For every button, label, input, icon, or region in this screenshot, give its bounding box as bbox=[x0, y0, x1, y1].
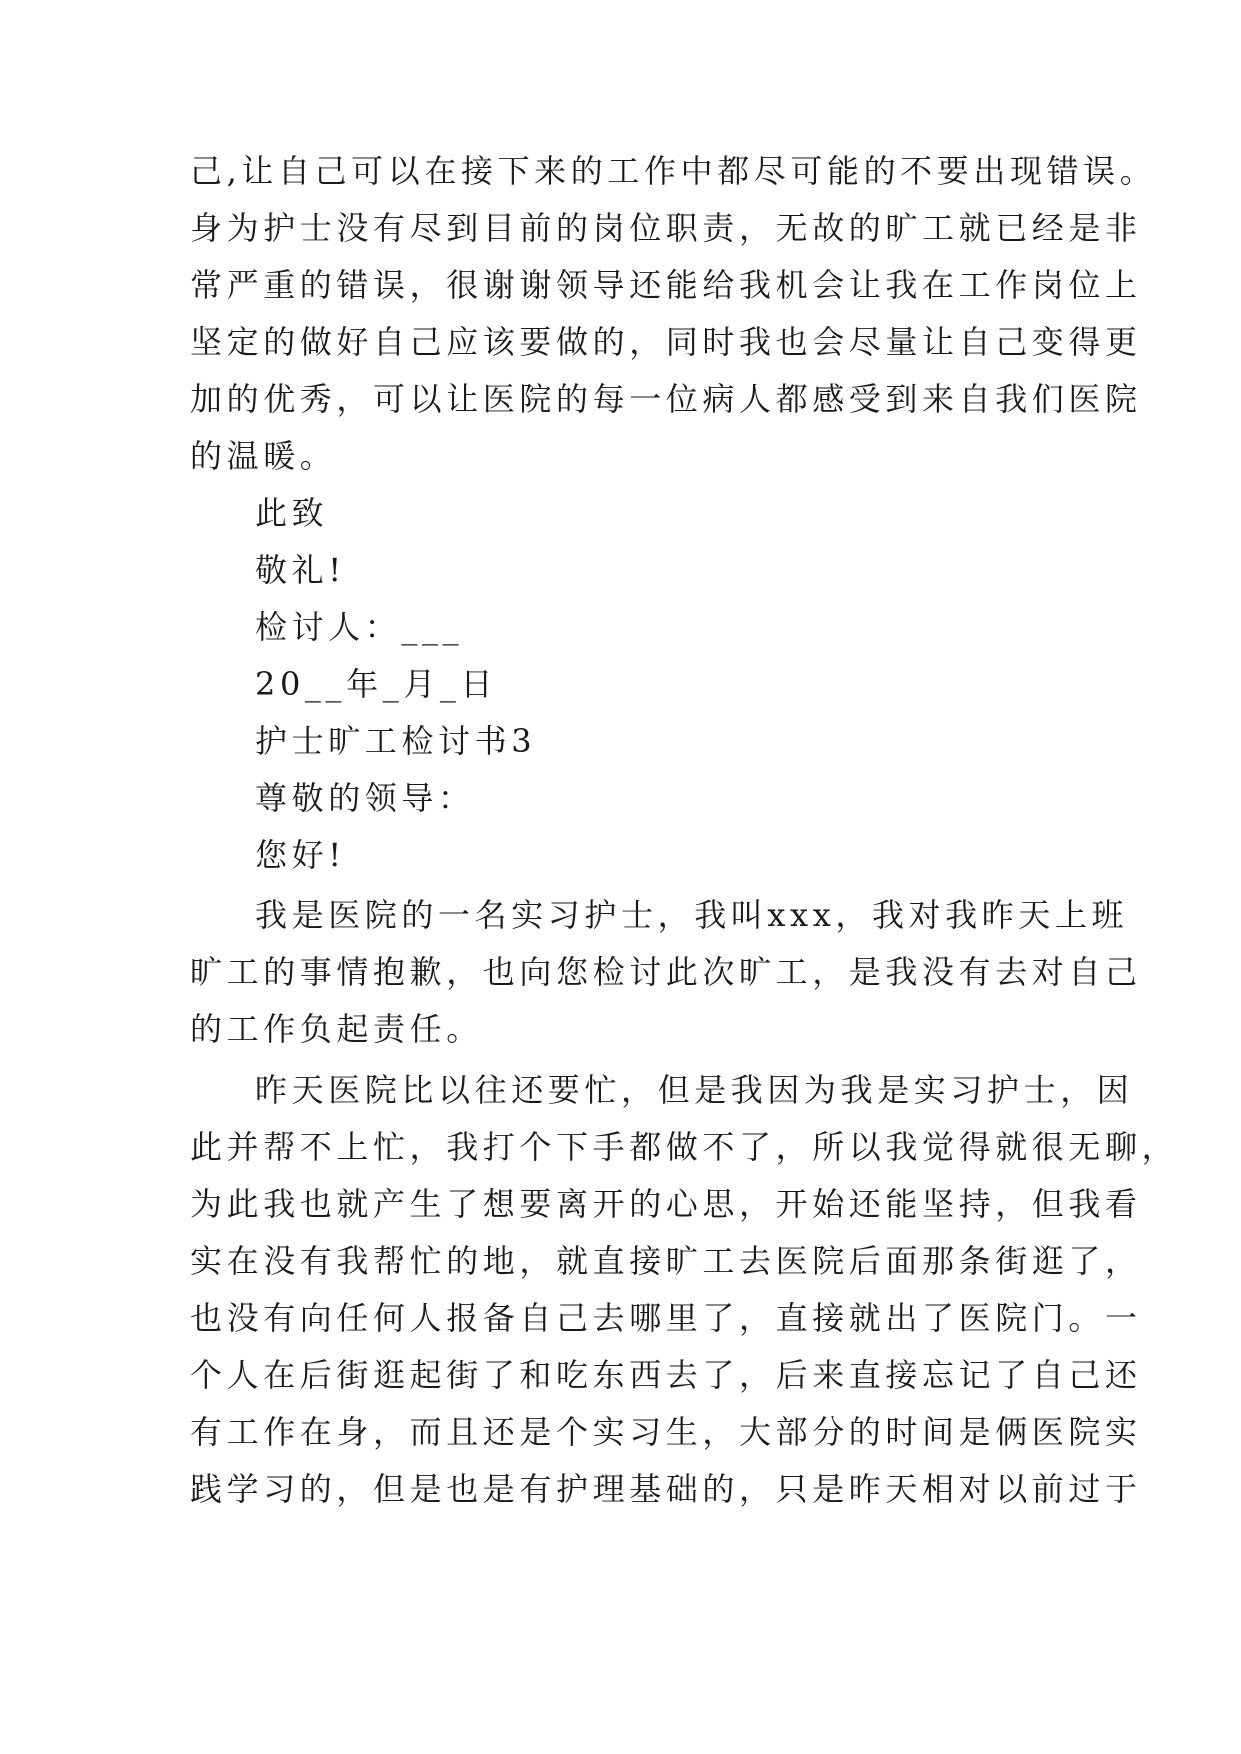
salutation: 尊敬的领导： bbox=[255, 779, 475, 817]
paragraph-line: 此并帮不上忙，我打个下手都做不了，所以我觉得就很无聊， bbox=[190, 1128, 1179, 1166]
paragraph-line: 坚定的做好自己应该要做的，同时我也会尽量让自己变得更 bbox=[190, 323, 1142, 361]
paragraph-line: 常严重的错误，很谢谢领导还能给我机会让我在工作岗位上 bbox=[190, 266, 1142, 304]
paragraph-line: 我是医院的一名实习护士，我叫xxx，我对我昨天上班 bbox=[255, 896, 1129, 934]
signature-line: 检讨人：___ bbox=[255, 608, 464, 646]
paragraph-line: 加的优秀，可以让医院的每一位病人都感受到来自我们医院 bbox=[190, 380, 1142, 418]
closing-salute: 敬礼! bbox=[255, 551, 346, 589]
paragraph-line: 为此我也就产生了想要离开的心思，开始还能坚持，但我看 bbox=[190, 1185, 1142, 1223]
closing-phrase: 此致 bbox=[255, 494, 329, 532]
paragraph-line: 践学习的，但是也是有护理基础的，只是昨天相对以前过于 bbox=[190, 1470, 1142, 1508]
paragraph-line: 个人在后街逛起街了和吃东西去了，后来直接忘记了自己还 bbox=[190, 1356, 1142, 1394]
paragraph-line: 己,让自己可以在接下来的工作中都尽可能的不要出现错误。 bbox=[190, 152, 1157, 190]
paragraph-line: 的工作负起责任。 bbox=[190, 1010, 483, 1048]
paragraph-line: 身为护士没有尽到目前的岗位职责，无故的旷工就已经是非 bbox=[190, 209, 1142, 247]
date-line: 20__年_月_日 bbox=[255, 665, 498, 703]
section-title: 护士旷工检讨书3 bbox=[255, 722, 537, 760]
paragraph-line: 旷工的事情抱歉，也向您检讨此次旷工，是我没有去对自己 bbox=[190, 953, 1142, 991]
paragraph-line: 昨天医院比以往还要忙，但是我因为我是实习护士，因 bbox=[255, 1071, 1134, 1109]
paragraph-line: 有工作在身，而且还是个实习生，大部分的时间是俩医院实 bbox=[190, 1413, 1142, 1451]
paragraph-line: 实在没有我帮忙的地，就直接旷工去医院后面那条街逛了， bbox=[190, 1242, 1142, 1280]
greeting: 您好! bbox=[255, 836, 346, 874]
paragraph-line: 的温暖。 bbox=[190, 437, 337, 475]
paragraph-line: 也没有向任何人报备自己去哪里了，直接就出了医院门。一 bbox=[190, 1299, 1142, 1337]
